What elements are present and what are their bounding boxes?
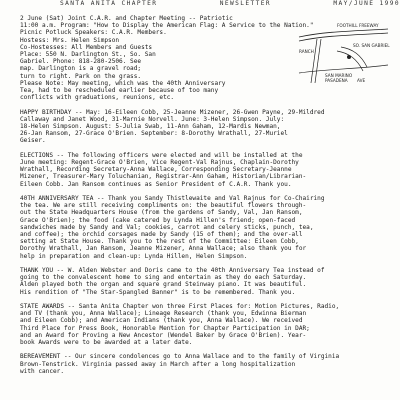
text-line: map. Darlington is a gravel road;: [20, 65, 142, 73]
text-line: Callaway and Janet Wood, 31-Marnie Norvell. June: 3-Helen Simpson. July:: [20, 115, 285, 123]
text-line: Dorothy Wrathall, Jan Ransom, Jeanne Mizener, Anna Wallace; also thank you for: [20, 245, 307, 253]
text-line: STATE AWARDS -- Santa Anita Chapter won three First Places for: Motion Pictures, Radio,: [20, 303, 340, 310]
text-line: Mizener, Treasurer-Mary Toluchanian, Registrar-Ann Gaham, Historian/Librarian-: [20, 173, 307, 181]
text-line: Wrathall, Recording Secretary-Anna Wallace, Corresponding Secretary-Jeanne: [20, 166, 292, 174]
map-bottom-road-3: AVE: [357, 78, 366, 83]
destination-marker: [347, 55, 351, 59]
text-line: and an Award for Proving a New Ancestor (Wendel Baker by Grace O'Brien). Year-: [20, 331, 307, 339]
text-line: Grace O'Brien); the food (cake catered by Lynda Hillen's friend; open-faced: [20, 216, 296, 224]
text-line: Third Place for Press Book, Honorable Mention for Chapter Participation in DAR;: [20, 324, 310, 332]
text-line: THANK YOU -- W. Alden Webster and Doris came to the 40th Anniversary Tea instead of: [20, 267, 325, 274]
text-line: Eileen Cobb. Jan Ransom continues as Senior President of C.A.R. Thank you.: [20, 180, 292, 188]
text-line: Alden played both the organ and square grand Steinway piano. It was beautiful.: [20, 281, 307, 289]
text-line: Gabriel. Phone: 818-280-2506. See: [20, 58, 142, 66]
text-line: book Awards were to be awarded at a later date.: [20, 339, 193, 346]
text-line: Brown-Tenstrick. Virginia passed away in March after a long hospitalization: [20, 360, 296, 368]
text-line: conflicts with graduations, reunions, etc.: [20, 94, 175, 102]
text-line: 26-Jan Ransom, 27-Grace O'Brien. September: 8-Dorothy Wrathall, 27-Muriel: [20, 130, 288, 138]
text-line: June meeting: Regent-Grace O'Brien, Vice Regent-Val Rajnus, Chaplain-Dorothy: [20, 159, 299, 166]
text-line: Hostess: Mrs. Helen Simpson: [20, 36, 120, 44]
map-bottom-road-2: PASADENA: [325, 78, 348, 83]
map-left-road: RANCH: [299, 49, 314, 54]
text-line: BEREAVEMENT -- Our sincere condolences go to Anna Wallace and to the family of Virginia: [20, 353, 340, 361]
text-line: sandwiches made by Sandy and Val; cookies, carrot and celery sticks, punch, tea,: [20, 223, 314, 231]
map-top-road: FOOTHILL FREEWAY: [337, 23, 379, 28]
map-bottom-road-1: SAN MARINO: [325, 73, 353, 78]
text-line: Co-Hostesses: All Members and Guests: [20, 43, 153, 51]
text-line: Place: 550 N. Darlington St., So. San: [20, 51, 156, 58]
map-side-road: SO. SAN GABRIEL: [353, 43, 390, 48]
text-line: Tea, had to be rescheduled earlier because of too many: [20, 87, 219, 94]
text-line: setting at State House. Thank you to the rest of the Committee: Eileen Cobb,: [20, 238, 299, 246]
text-line: and coffee); the orchid corsages made by Sandy (15 of them); and the over-all: [20, 231, 303, 238]
text-line: going to the convalescent home to sing and entertain as they do each Saturday.: [20, 274, 307, 282]
text-line: turn to right. Park on the grass.: [20, 72, 142, 80]
header-issue: MAY/JUNE 1990: [333, 0, 400, 7]
text-line: and Eileen Cobb); and American Indians (thank you, Anna Wallace). We received: [20, 317, 303, 325]
text-line: Geiser.: [20, 137, 46, 145]
text-line: ELECTIONS -- The following officers were elected and will be installed at the: [20, 151, 303, 159]
text-line: the tea. We are still receiving compliments on: the beautiful flowers through-: [20, 202, 307, 210]
header-publication: NEWSLETTER: [219, 0, 271, 7]
text-line: Please Note: May meeting, which was the 40th Anniversary: [20, 79, 226, 87]
text-line: His rendition of "The Star-Spangled Banner" is to be remembered. Thank you.: [20, 288, 296, 296]
text-line: help in preparation and clean-up: Lynda Hillen, Helen Simpson.: [20, 252, 248, 260]
text-line: 18-Helen Simpson. August: 5-Julia Swab, 11-Ann Gaham, 12-Mardis Newman,: [20, 123, 281, 130]
text-line: 40TH ANNIVERSARY TEA -- Thank you Sandy Thistlewaite and Val Rajnus for Co-Chairing: [20, 195, 325, 202]
text-line: Picnic Potluck Speakers: C.A.R. Members.: [20, 29, 167, 37]
text-line: 2 June (Sat) Joint C.A.R. and Chapter Meeting -- Patriotic: [20, 15, 233, 22]
text-line: out the State Headquarters House (from the gardens of Sandy, Val, Jan Ransom,: [20, 209, 303, 217]
text-line: HAPPY BIRTHDAY -- May: 16-Eileen Cobb, 25-Jeanne Mizener, 26-Gwen Payne, 29-Mildred: [20, 108, 325, 116]
newsletter-header: [60, 0, 400, 10]
text-line: 11:00 a.m. Program: "How to Display the American Flag: A Service to the Nation.": [20, 22, 314, 30]
text-line: and TV (thank you, Anna Wallace); Lineage Research (thank you, Edwinna Bierman: [20, 310, 307, 318]
text-line: with cancer.: [20, 367, 65, 375]
header-org: SANTA ANITA CHAPTER: [60, 0, 158, 7]
